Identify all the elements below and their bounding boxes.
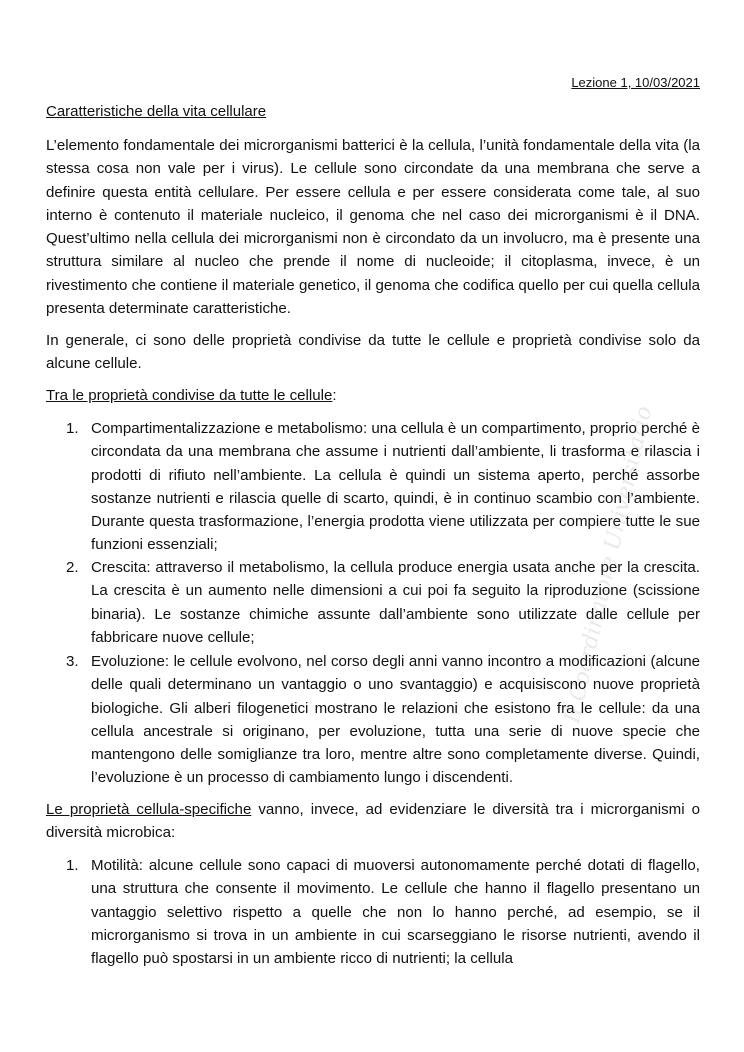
list-item: Evoluzione: le cellule evolvono, nel corso degli anni vanno incontro a modificazioni (alcune delle quali determinano un vantaggio o uno svantaggio) e acquisiscono nuove proprietà biologiche. Gli alberi filogenetici mostrano le relazioni che esistono fra le cellule: da una cellula ancestrale si originano, per evoluzione, tutta una serie di nuove specie che mantengono delle somiglianze tra loro, mentre altre sono completamente diverse. Quindi, l’evoluzione è un processo di cambiamento lungo i discendenti. (91, 653, 700, 787)
intro-paragraph: L’elemento fondamentale dei microrganismi batterici è la cellula, l’unità fondamentale della vita (la stessa cosa non vale per i virus). Le cellule sono circondate da una membrana che serve a definire questa entità cellulare. Per essere cellula e per essere considerata come tale, al suo interno è contenuto il materiale nucleico, il genoma che nel caso dei microrganismi è il DNA. Quest’ultimo nella cellula dei microrganismi non è circondato da un involucro, ma è presente una struttura similare al nucleo che prende il nome di nucleoide; il citoplasma, invece, è un rivestimento che contiene il materiale genetico, il genoma che codifica quello per cui quella cellula presenta determinate caratteristiche. (46, 137, 700, 318)
section-title: Caratteristiche della vita cellulare (46, 103, 267, 120)
lesson-date: Lezione 1, 10/03/2021 (571, 75, 700, 90)
specific-properties-paragraph (46, 798, 700, 845)
list-item: Motilità: alcune cellule sono capaci di muoversi autonomamente perché dotati di flagello, una struttura che consente il movimento. Le cellule che hanno il flagello presentano un vantaggio selettivo rispetto a quelle che non lo hanno perché, ad esempio, se il microrganismo si trova in un ambiente in cui scarseggiano le risorse nutrienti, avendo il flagello può spostarsi in un ambiente ricco di nutrienti; la cellula (91, 857, 700, 968)
list-item: Crescita: attraverso il metabolismo, la cellula produce energia usata anche per la crescita. La crescita è un aumento nelle dimensioni a cui poi fa seguito la riproduzione (scissione binaria). Le sostanze chimiche assunte dall’ambiente sono utilizzate dalle cellule per fabbricare nuove cellule; (91, 559, 700, 646)
list-item: Compartimentalizzazione e metabolismo: una cellula è un compartimento, proprio perché è circondata da una membrana che assume i nutrienti dall’ambiente, li trasforma e rilascia i prodotti di rifiuto nell’ambiente. La cellula è quindi un sistema aperto, perché assorbe sostanze nutrienti e rilascia quelle di scarto, quindi, è in continuo scambio con l’ambiente. Durante questa trasformazione, l’energia prodotta viene utilizzata per compiere tutte le sue funzioni essenziali; (91, 420, 700, 554)
shared-properties-heading (46, 384, 700, 407)
watermark: Il Coordinatore Universitario (560, 403, 658, 726)
shared-heading-text: Tra le proprietà condivise da tutte le cellule (46, 387, 333, 404)
list-number: 1. (66, 857, 79, 874)
shared-heading-colon: : (332, 387, 337, 404)
intro-paragraph-2: In generale, ci sono delle proprietà condivise da tutte le cellule e proprietà condivise solo da alcune cellule. (46, 332, 700, 373)
list-number: 1. (66, 420, 79, 437)
specific-heading-text: Le proprietà cellula-specifiche (46, 801, 252, 818)
list-number: 3. (66, 653, 79, 670)
specific-heading-rest: vanno, invece, ad evidenziare le diversità tra i microrganismi o diversità microbica: (46, 801, 700, 842)
list-number: 2. (66, 559, 79, 576)
